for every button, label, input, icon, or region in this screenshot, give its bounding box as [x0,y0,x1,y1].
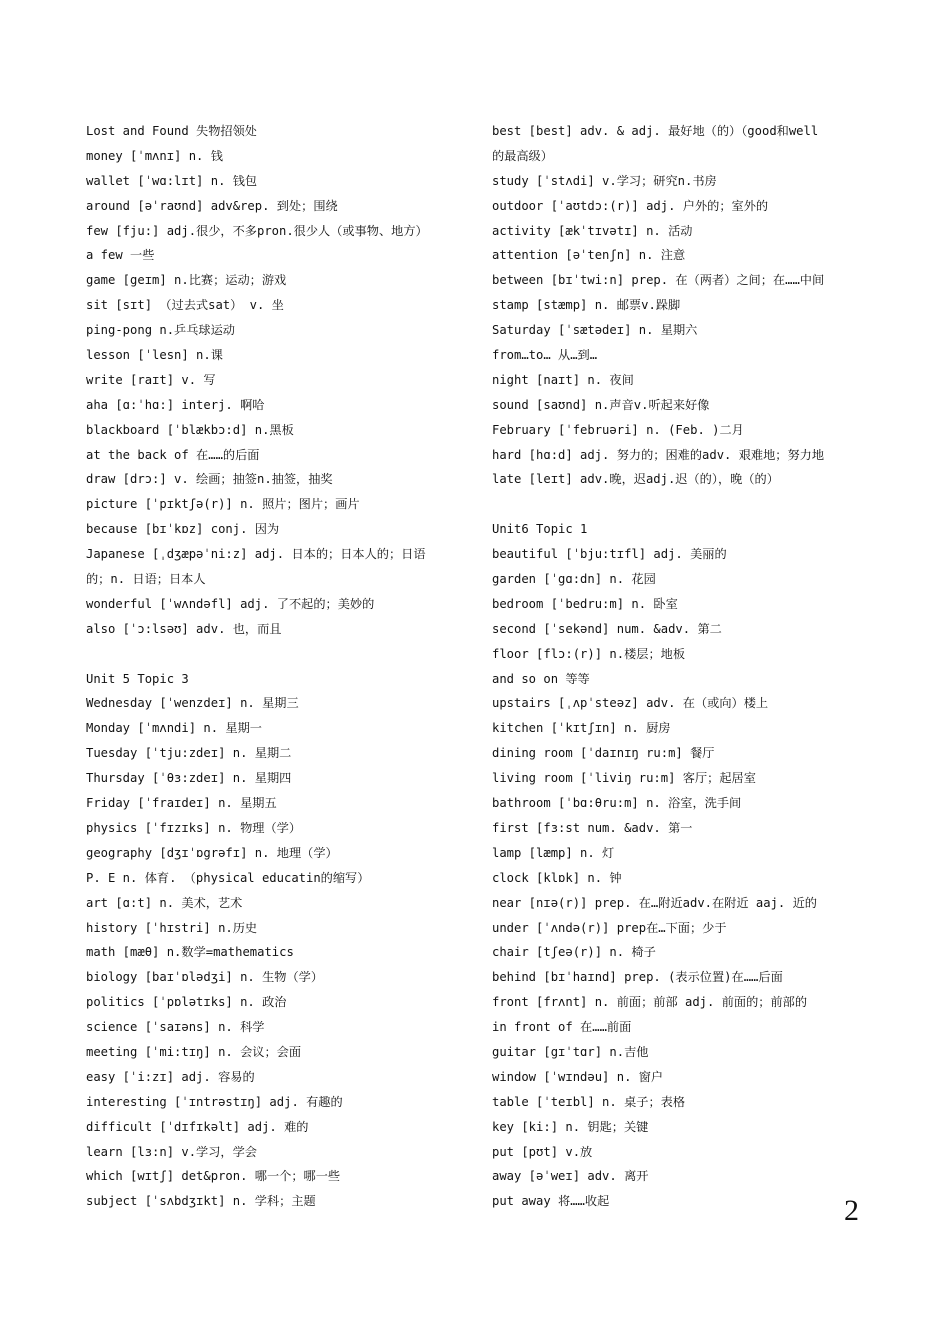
vocab-entry: guitar [gɪˈtɑr] n.吉他 [492,1044,649,1059]
spacer [86,642,471,667]
vocab-entry: in front of 在……前面 [492,1020,632,1035]
vocab-entry: difficult [ˈdɪfɪkəlt] adj. 难的 [86,1119,309,1134]
vocab-entry: game [geɪm] n.比赛；运动；游戏 [86,273,287,288]
vocab-entry: kitchen [ˈkɪtʃɪn] n. 厨房 [492,721,671,736]
vocab-entry: Unit6 Topic 1 [492,522,588,537]
vocab-entry: put [pʊt] v.放 [492,1144,593,1159]
vocab-entry: best [best] adv. & adj. 最好地（的）（good和well [492,124,819,138]
vocab-entry: put away 将……收起 [492,1194,610,1209]
vocab-entry: which [wɪtʃ] det&pron. 哪一个；哪一些 [86,1169,341,1184]
vocab-entry: bedroom [ˈbedru:m] n. 卧室 [492,596,678,611]
vocab-entry: floor [flɔ:(r)] n.楼层；地板 [492,646,686,661]
vocab-entry: draw [drɔ:] v. 绘画；抽签n.抽签，抽奖 [86,472,333,487]
vocab-entry: Unit 5 Topic 3 [86,671,189,686]
vocab-entry: geography [dʒɪˈɒgrəfɪ] n. 地理（学） [86,845,338,860]
vocab-entry: math [mæθ] n.数学=mathematics [86,945,294,960]
left-vocabulary-column [86,119,471,1214]
spacer [492,492,872,517]
vocab-entry: activity [ækˈtɪvətɪ] n. 活动 [492,223,693,238]
vocab-entry: window [ˈwɪndəu] n. 窗户 [492,1069,664,1084]
vocab-entry: Friday [ˈfraɪdeɪ] n. 星期五 [86,796,277,811]
vocab-entry: 的；n. 日语；日本人 [86,572,206,587]
vocab-entry: February [ˈfebruəri] n. (Feb. )二月 [492,422,744,437]
vocab-entry: around [əˈraʊnd] adv&rep. 到处；围绕 [86,198,338,213]
vocab-entry: beautiful [ˈbju:tɪfl] adj. 美丽的 [492,547,727,562]
vocab-entry: easy [ˈi:zɪ] adj. 容易的 [86,1069,255,1084]
vocab-entry: picture [ˈpɪktʃə(r)] n. 照片；图片；画片 [86,497,360,512]
vocab-entry: between [bɪˈtwi:n] prep. 在（两者）之间；在……中间 [492,273,825,288]
vocab-entry: a few 一些 [86,248,155,263]
vocab-entry: Thursday [ˈθɜ:zdeɪ] n. 星期四 [86,771,292,786]
vocab-entry: interesting [ˈɪntrəstɪŋ] adj. 有趣的 [86,1094,343,1109]
vocab-entry: and so on 等等 [492,671,590,686]
vocab-entry: also [ˈɔ:lsəʊ] adv. 也，而且 [86,621,282,636]
vocab-entry: Japanese [ˌdʒæpəˈni:z] adj. 日本的；日本人的；日语 [86,547,426,562]
vocab-entry: study [ˈstʌdi] v.学习；研究n.书房 [492,173,717,188]
vocab-entry: dining room [ˈdaɪnɪŋ ru:m] 餐厅 [492,746,715,761]
vocab-entry: front [frʌnt] n. 前面；前部 adj. 前面的；前部的 [492,995,808,1010]
vocab-entry: wallet [ˈwɑ:lɪt] n. 钱包 [86,173,258,188]
vocab-entry: blackboard [ˈblækbɔ:d] n.黑板 [86,422,294,437]
vocab-entry: garden [ˈgɑ:dn] n. 花园 [492,572,656,587]
vocab-entry: Tuesday [ˈtju:zdeɪ] n. 星期二 [86,746,292,761]
vocab-entry: living room [ˈliviŋ ru:m] 客厅；起居室 [492,771,756,786]
vocab-entry: subject [ˈsʌbdʒɪkt] n. 学科；主题 [86,1194,316,1209]
vocab-entry: behind [bɪˈhaɪnd] prep. (表示位置)在……后面 [492,970,783,985]
vocab-entry: write [raɪt] v. 写 [86,372,216,387]
vocab-entry: sit [sɪt] （过去式sat） v. 坐 [86,298,284,313]
vocab-entry: wonderful [ˈwʌndəfl] adj. 了不起的；美妙的 [86,596,375,611]
vocab-entry: Monday [ˈmʌndi] n. 星期一 [86,721,262,736]
vocab-entry: late [leɪt] adv.晚，迟adj.迟（的），晚（的） [492,472,779,487]
vocab-entry: bathroom [ˈbɑ:θru:m] n. 浴室，洗手间 [492,796,742,811]
vocab-entry: history [ˈhɪstri] n.历史 [86,920,258,935]
vocab-entry: P. E n. 体育. （physical educatin的缩写） [86,870,370,885]
vocab-entry: sound [saʊnd] n.声音v.听起来好像 [492,397,710,412]
vocab-entry: from…to… 从…到… [492,348,598,363]
vocab-entry: politics [ˈpɒlətɪks] n. 政治 [86,995,287,1010]
vocab-entry: aha [ɑ:ˈhɑ:] interj. 啊哈 [86,397,265,412]
right-vocabulary-column [492,119,872,1214]
vocab-entry: night [naɪt] n. 夜间 [492,372,634,387]
vocab-entry: clock [klɒk] n. 钟 [492,870,622,885]
vocab-entry: attention [əˈtenʃn] n. 注意 [492,248,686,263]
vocab-entry: science [ˈsaɪəns] n. 科学 [86,1020,265,1035]
vocab-entry: physics [ˈfɪzɪks] n. 物理（学） [86,820,302,835]
vocab-entry: chair [tʃeə(r)] n. 椅子 [492,945,656,960]
vocab-entry: under [ˈʌndə(r)] prep在…下面；少于 [492,920,727,935]
vocab-entry: money [ˈmʌnɪ] n. 钱 [86,148,223,163]
vocab-entry: Wednesday [ˈwenzdeɪ] n. 星期三 [86,696,299,711]
vocab-entry: meeting [ˈmi:tɪŋ] n. 会议；会面 [86,1044,302,1059]
vocab-entry: at the back of 在……的后面 [86,447,260,462]
vocab-entry: table [ˈteɪbl] n. 桌子；表格 [492,1094,686,1109]
vocab-entry: key [ki:] n. 钥匙；关键 [492,1119,649,1134]
vocab-entry: upstairs [ˌʌpˈsteəz] adv. 在（或向）楼上 [492,696,769,711]
vocab-entry: because [bɪˈkɒz] conj. 因为 [86,522,280,537]
page-number: 2 [844,1194,859,1227]
vocab-entry: learn [lɜ:n] v.学习，学会 [86,1144,257,1159]
vocab-entry: hard [hɑ:d] adj. 努力的；困难的adv. 艰难地；努力地 [492,447,825,462]
vocab-entry: stamp [stæmp] n. 邮票v.跺脚 [492,298,681,313]
vocab-entry: few [fju:] adj.很少，不多pron.很少人（或事物、地方） [86,223,428,238]
vocab-entry: lamp [læmp] n. 灯 [492,845,615,860]
vocab-entry: 的最高级） [492,148,553,163]
vocab-entry: ping-pong n.乒乓球运动 [86,323,235,338]
vocab-entry: first [fɜ:st num. &adv. 第一 [492,820,693,835]
vocab-entry: biology [baɪˈɒlədʒi] n. 生物（学） [86,970,324,985]
vocab-entry: art [ɑ:t] n. 美术，艺术 [86,895,243,910]
vocab-entry: second [ˈsekənd] num. &adv. 第二 [492,621,722,636]
vocab-entry: Saturday [ˈsætədeɪ] n. 星期六 [492,323,698,338]
vocab-entry: away [əˈweɪ] adv. 离开 [492,1169,649,1184]
vocab-entry: lesson [ˈlesn] n.课 [86,348,223,363]
vocab-entry: near [nɪə(r)] prep. 在…附近adv.在附近 aaj. 近的 [492,895,817,910]
vocab-entry: outdoor [ˈaʊtdɔ:(r)] adj. 户外的；室外的 [492,198,769,213]
vocab-entry: Lost and Found 失物招领处 [86,124,257,138]
